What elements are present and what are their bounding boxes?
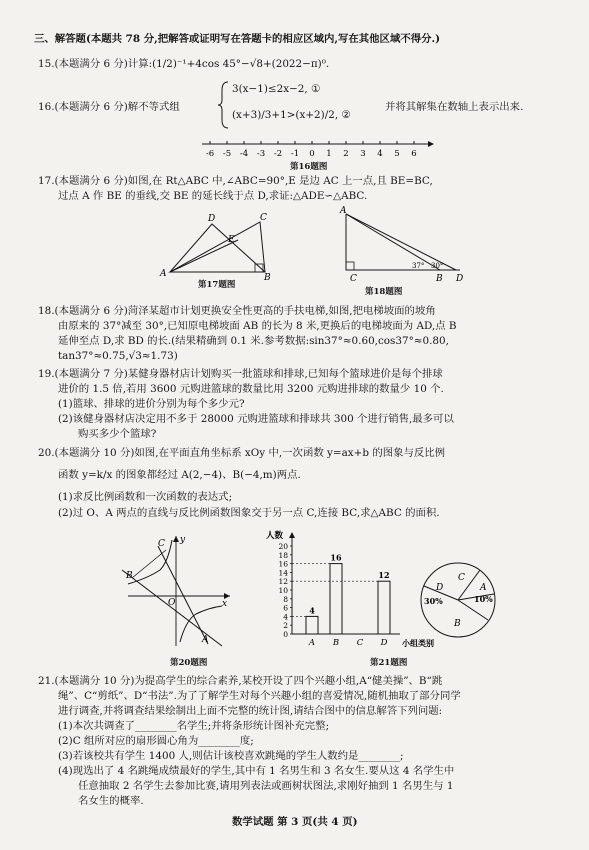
q21-line: 进行调查,并将调查结果绘制出上面不完整的统计图,请结合图中的信息解答下列问题: (58, 705, 443, 717)
q17-line1: 17.(本题满分 6 分)如图,在 Rt△ABC 中,∠ABC=90°,E 是边 AC 上一点,且 BE=BC, (38, 175, 433, 187)
fig17-label-e: E (228, 235, 235, 245)
y-tick-label: 8 (283, 594, 288, 604)
fig18-label-b: B (436, 274, 443, 284)
q21-line: 任意抽取 2 名学生去参加比赛,请用列表法或画树状图法,求刚好抽到 1 名男生与 1 (78, 780, 454, 792)
q21-line: (3)若该校共有学生 1400 人,则估计该校喜欢跳绳的学生人数约是________; (58, 750, 404, 762)
q20-line2: 函数 y=k/x 的图象都经过 A(2,−4)、B(−4,m)两点. (58, 469, 301, 481)
pie-label-a-percent: 10% (474, 594, 493, 604)
fig17-label-a: A (160, 269, 167, 279)
y-tick-label: 6 (283, 603, 288, 613)
q16-prefix: 16.(本题满分 6 分)解不等式组 (38, 101, 180, 113)
number-line-tick-label: 2 (343, 149, 349, 159)
fig21-caption: 第21题图 (370, 658, 408, 668)
y-axis-arrow (289, 532, 295, 538)
q20-line4: (2)过 O、A 两点的直线与反比例函数图象交于另一点 C,连接 BC,求△ABC 的面积. (58, 507, 440, 519)
pie-label-b: B (454, 619, 461, 629)
category-label: A (308, 638, 316, 648)
bar-data-label: 4 (309, 605, 315, 616)
q19-line: (2)该健身器材店决定用不多于 28000 元购进篮球和排球共 300 个进行销售,最多可以 (58, 413, 454, 425)
y-tick-label: 14 (278, 568, 288, 578)
y-tick-label: 4 (283, 612, 288, 622)
fig18-angle-30: 30° (431, 262, 444, 270)
fig17-label-c: C (260, 213, 267, 223)
number-line-tick-label: 5 (394, 149, 400, 159)
fig18-label-d: D (456, 274, 464, 284)
number-line-tick-label: 3 (360, 149, 366, 159)
y-tick-label: 2 (283, 621, 288, 631)
pie-label-d: D (436, 583, 444, 593)
pie-label-c: C (458, 573, 465, 583)
number-line-arrow (428, 141, 434, 147)
q21-line: (1)本次共调查了________名学生;并将条形统计图补充完整; (58, 720, 330, 732)
q21-line: 21.(本题满分 10 分)为提高学生的综合素养,某校开设了四个兴趣小组,A“健美操”、B“跳 (38, 675, 443, 687)
fig18-label-a: A (340, 206, 347, 216)
figure-21-pie-chart (418, 560, 498, 640)
number-line-tick-label: -3 (256, 149, 266, 159)
q18-line: 延伸至点 D,求 BD 的长.(结果精确到 0.1 米.参考数据:sin37°≈0.60,cos37°≈0.80, (58, 335, 449, 347)
q18-line: 18.(本题满分 6 分)菏泽某超市计划更换安全性更高的手扶电梯,如图,把电梯坡面的坡角 (38, 305, 436, 317)
y-tick-label: 20 (278, 542, 288, 551)
y-axis-title: 人数 (266, 531, 284, 541)
number-line-tick-label: 1 (326, 149, 332, 159)
number-line-tick-label: 6 (411, 149, 417, 159)
inequality-1: 3(x−1)≤2x−2, ① (232, 83, 321, 95)
y-tick-label: 10 (278, 586, 288, 595)
bar (306, 616, 318, 634)
number-line-tick-label: 0 (309, 149, 315, 159)
number-line-tick-label: -1 (290, 149, 300, 159)
q16-suffix: 并将其解集在数轴上表示出来. (385, 101, 524, 113)
q18-line: 由原来的 37°减至 30°,已知原电梯坡面 AB 的长为 8 米,更换后的电梯坡面为 AD,点 B (58, 320, 457, 332)
pie-label-d-percent: 30% (424, 596, 443, 606)
fig17-label-b: B (264, 273, 271, 283)
q17-line2: 过点 A 作 BE 的垂线,交 BE 的延长线于点 D,求证:△ADE∽△ABC. (58, 190, 368, 202)
q19-line: 进价的 1.5 倍,若用 3600 元购进篮球的数量比用 3200 元购进排球的数量少 10 个. (58, 383, 444, 395)
category-label: C (356, 638, 364, 648)
number-line-tick-label: -5 (222, 149, 232, 159)
fig20-label-c: C (158, 539, 165, 549)
q20-line3: (1)求反比例函数和一次函数的表达式; (58, 491, 233, 503)
category-label: D (380, 638, 388, 648)
fig18-angle-37: 37° (412, 262, 425, 270)
page-footer: 数学试题 第 3 页(共 4 页) (232, 816, 358, 828)
fig18-label-c: C (350, 274, 357, 284)
number-line (200, 134, 440, 162)
q21-line: 绳”、C“剪纸”、D“书法”.为了了解学生对每个兴趣小组的喜爱情况,随机抽取了部分同学 (58, 690, 461, 702)
bar-data-label: 12 (378, 570, 390, 581)
fig18-caption: 第18题图 (365, 287, 403, 297)
q19-line: 购买多少个篮球? (78, 428, 157, 440)
bar (330, 564, 342, 634)
q21-line: (4)现选出了 4 名跳绳成绩最好的学生,其中有 1 名男生和 3 名女生.要从这 4 名学生中 (58, 765, 455, 777)
q19-line: (1)篮球、排球的进价分别为每个多少元? (58, 398, 245, 410)
fig20-label-y: y (180, 535, 186, 545)
question-15: 15.(本题满分 6 分)计算:(1/2)⁻¹+4cos 45°−√8+(2022−π)⁰. (38, 58, 330, 70)
number-line-tick-label: -6 (205, 149, 215, 159)
pie-label-a: A (480, 583, 487, 593)
q18-line: tan37°≈0.75,√3≈1.73) (58, 350, 178, 362)
q21-line: (2)C 组所对应的扇形圆心角为________度; (58, 735, 254, 747)
fig20-label-o: O (168, 598, 176, 608)
number-line-tick-label: -4 (239, 149, 249, 159)
figure-18 (332, 208, 472, 288)
number-line-tick-label: 4 (377, 149, 383, 159)
inequality-2: (x+3)/3+1>(x+2)/2, ② (232, 109, 351, 121)
fig16-caption: 第16题图 (290, 162, 328, 172)
q20-line1: 20.(本题满分 10 分)如图,在平面直角坐标系 xOy 中,一次函数 y=ax+b 的图象与反比例 (38, 447, 446, 459)
y-tick-label: 12 (278, 577, 288, 587)
q21-line: 名女生的概率. (78, 795, 144, 807)
fig20-label-a: A (202, 635, 209, 645)
fig17-caption: 第17题图 (198, 280, 236, 290)
fig20-label-b: B (126, 571, 133, 581)
y-tick-label: 18 (278, 550, 288, 560)
fig20-caption: 第20题图 (170, 658, 208, 668)
x-axis-title: 小组类别 (402, 638, 434, 648)
figure-20 (118, 532, 238, 650)
number-line-tick-label: -2 (273, 149, 283, 159)
bar (378, 581, 390, 634)
fig17-label-d: D (208, 214, 216, 224)
bar-data-label: 16 (330, 552, 342, 563)
y-tick-label: 16 (278, 559, 288, 569)
section-header: 三、解答题(本题共 78 分,把解答或证明写在答题卡的相应区域内,写在其他区域不得分.) (34, 33, 441, 45)
system-brace (218, 80, 230, 130)
fig20-label-x: x (222, 599, 228, 609)
q19-line: 19.(本题满分 7 分)某健身器材店计划购买一批篮球和排球,已知每个篮球进价是每个排球 (38, 368, 443, 380)
category-label: B (332, 638, 340, 648)
y-tick-label: 0 (283, 630, 288, 639)
